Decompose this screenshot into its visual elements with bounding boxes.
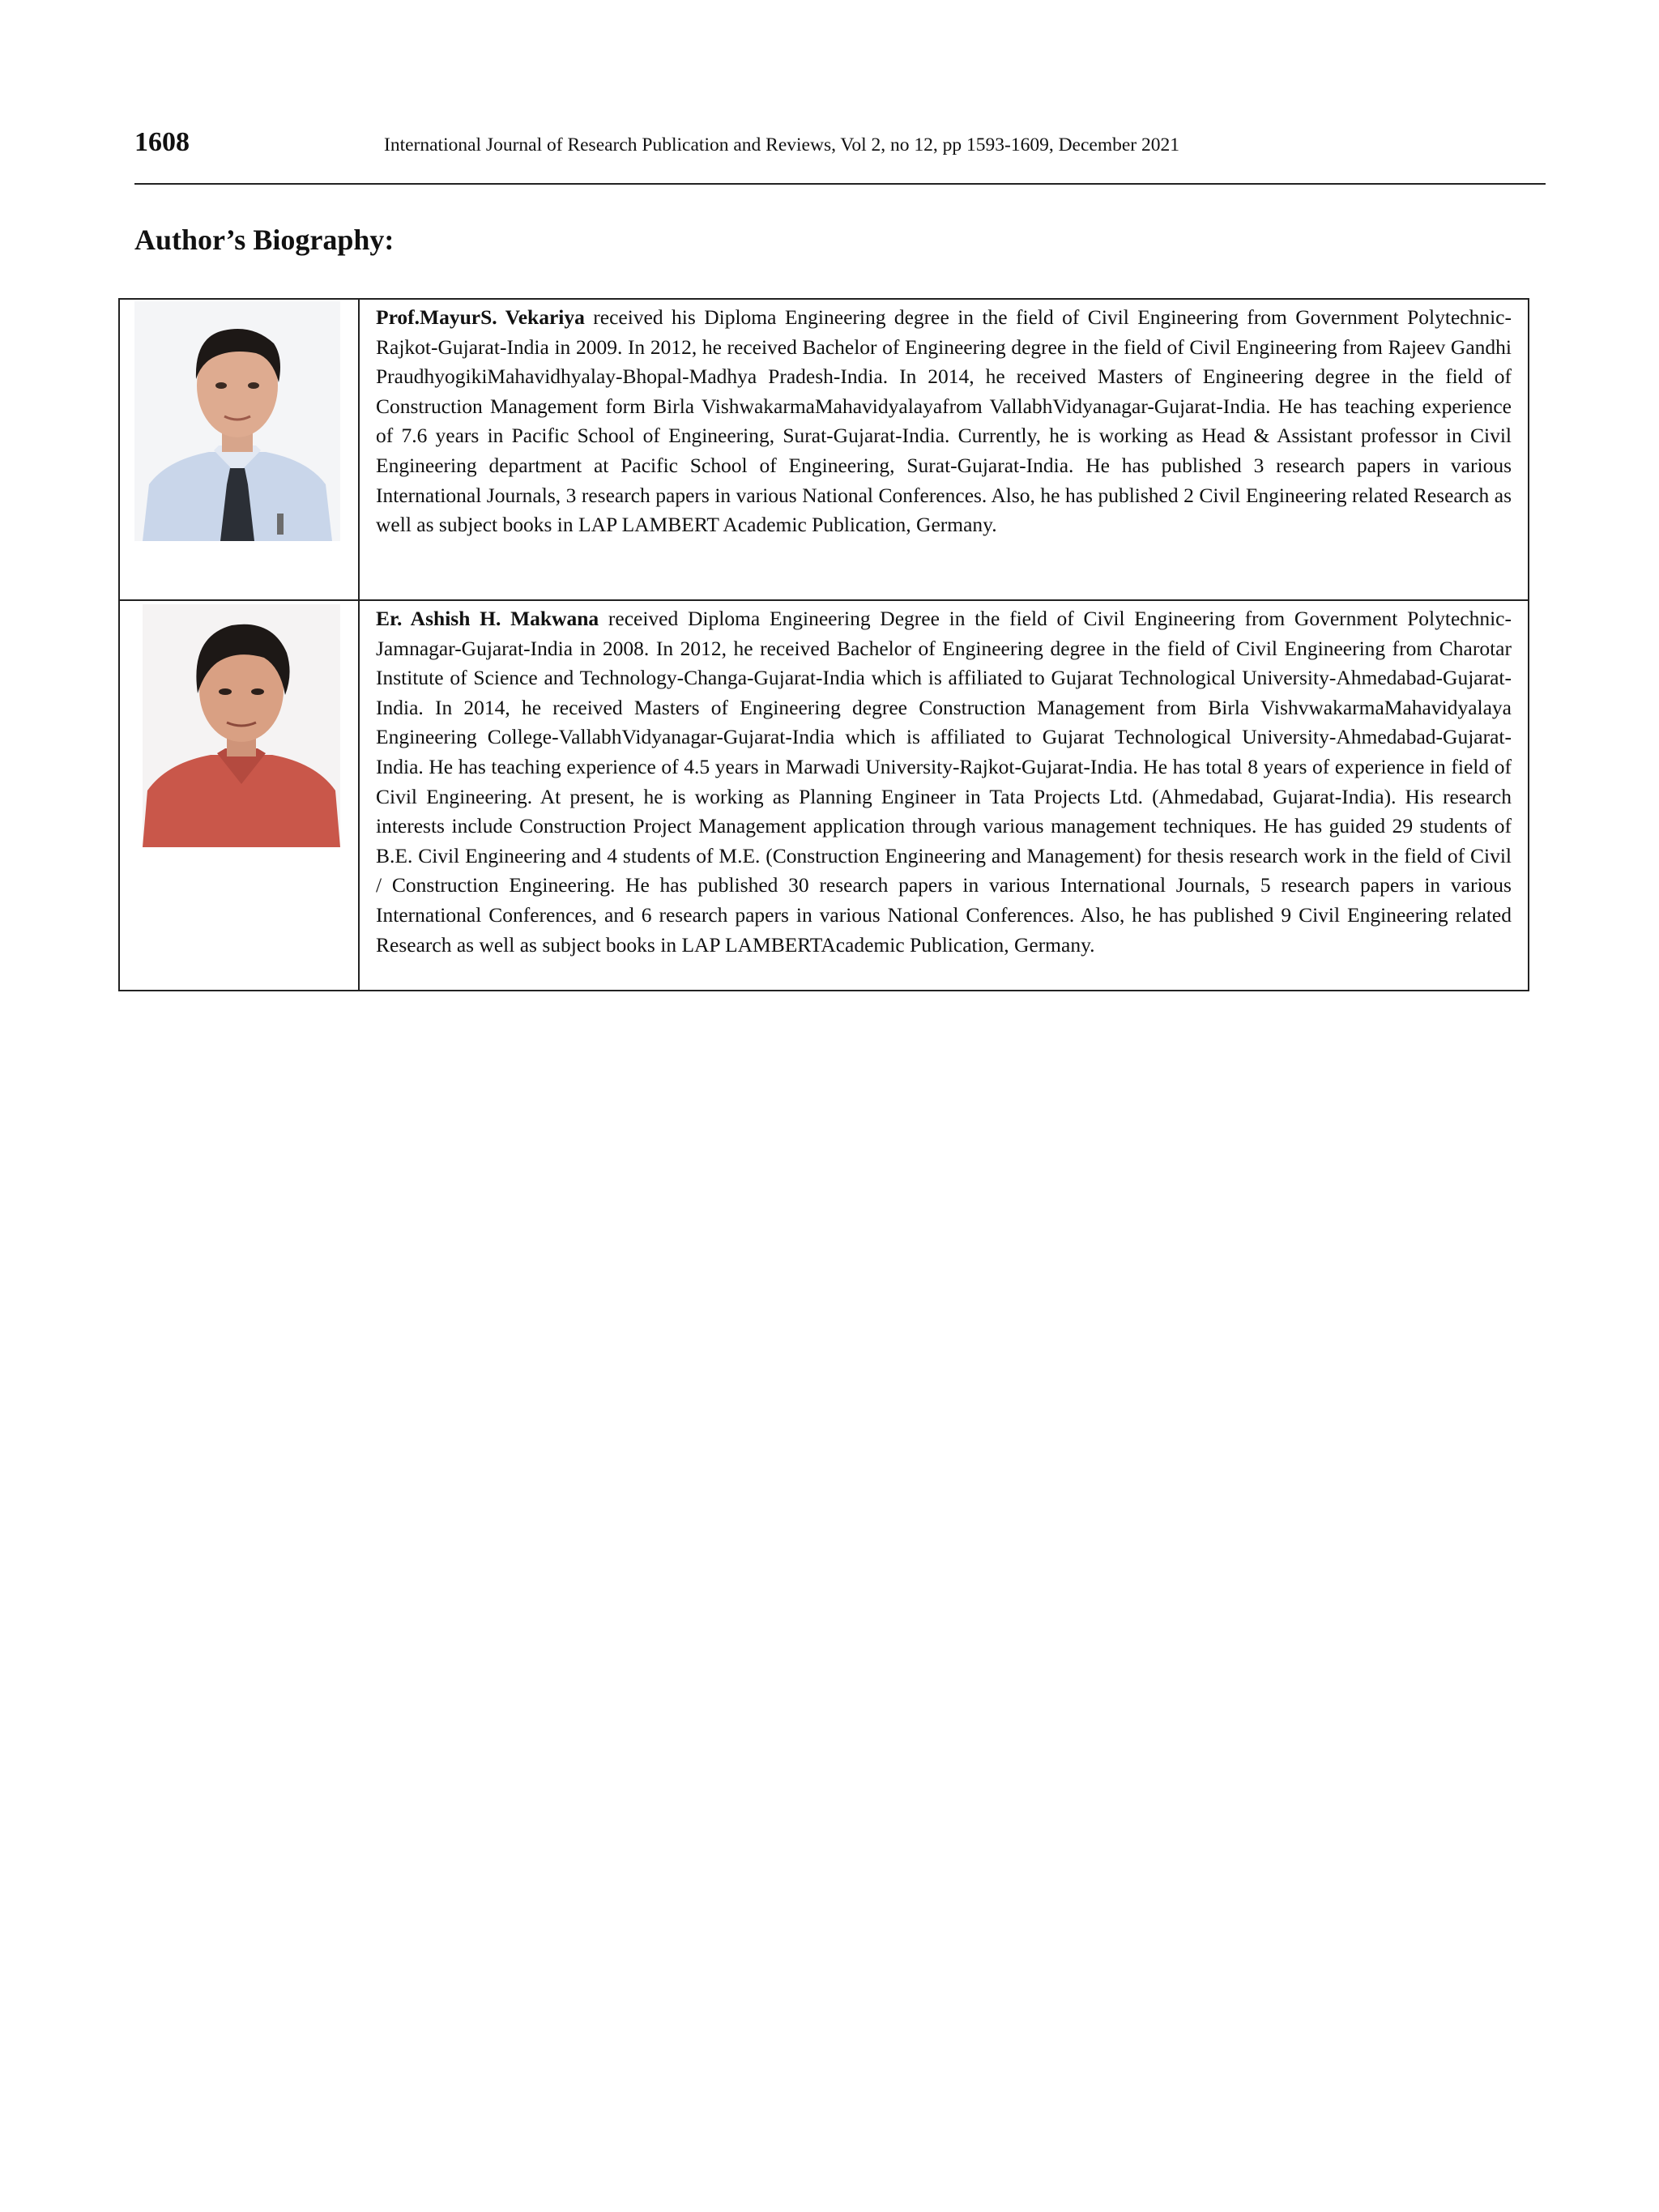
author-biography-table	[118, 298, 1529, 991]
author-row	[119, 600, 1529, 991]
author-photo-cell	[119, 600, 359, 991]
header-rule	[134, 183, 1546, 185]
author-photo-makwana	[143, 604, 340, 847]
author-bio: received Diploma Engineering Degree in the field of Civil Engineering from Government Polytechnic-Jamnagar-Gujarat-India in 2008. In 2012, he received Bachelor of Engineering degree in the field of Civil Engineering from Charotar Institute of Science and Technology-Changa-Gujarat-India which is affiliated to Gujarat Technological University-Ahmedabad-Gujarat-India. In 2014, he received Masters of Engineering degree Construction Management from Birla VishvwakarmaMahavidyalaya Engineering College-VallabhVidyanagar-Gujarat-India which is affiliated to Gujarat Technological University-Ahmedabad-Gujarat-India. He has teaching experience of 4.5 years in Marwadi University-Rajkot-Gujarat-India. He has total 8 years of experience in field of Civil Engineering. At present, he is working as Planning Engineer in Tata Projects Ltd. (Ahmedabad, Gujarat-India). His research interests include Construction Project Management application through various management techniques. He has guided 29 students of B.E. Civil Engineering and 4 students of M.E. (Construction Engineering and Management) for thesis research work in the field of Civil / Construction Engineering. He has published 30 research papers in various International Journals, 5 research papers in various International Conferences, and 6 research papers in various National Conferences. Also, he has published 9 Civil Engineering related Research as well as subject books in LAP LAMBERTAcademic Publication, Germany.	[376, 607, 1512, 957]
section-title: Author’s Biography:	[134, 224, 394, 256]
author-bio-text	[359, 600, 1529, 991]
author-name: Er. Ashish H. Makwana	[376, 607, 599, 630]
author-name: Prof.MayurS. Vekariya	[376, 305, 585, 329]
journal-running-header: International Journal of Research Publication and Reviews, Vol 2, no 12, pp 1593-1609, December 2021	[384, 134, 1180, 156]
page-number: 1608	[134, 127, 190, 157]
author-bio-text	[359, 299, 1529, 600]
author-photo-cell	[119, 299, 359, 600]
author-bio: received his Diploma Engineering degree in the field of Civil Engineering from Government Polytechnic-Rajkot-Gujarat-India in 2009. In 2012, he received Bachelor of Engineering degree in the field of Civil Engineering from Rajeev Gandhi PraudhyogikiMahavidhyalay-Bhopal-Madhya Pradesh-India. In 2014, he received Masters of Engineering degree in the field of Construction Management form Birla VishwakarmaMahavidyalayafrom VallabhVidyanagar-Gujarat-India. He has teaching experience of 7.6 years in Pacific School of Engineering, Surat-Gujarat-India. Currently, he is working as Head & Assistant professor in Civil Engineering department at Pacific School of Engineering, Surat-Gujarat-India. He has published 3 research papers in various International Journals, 3 research papers in various National Conferences. Also, he has published 2 Civil Engineering related Research as well as subject books in LAP LAMBERT Academic Publication, Germany.	[376, 305, 1512, 537]
author-row	[119, 299, 1529, 600]
author-photo-vekariya	[134, 301, 340, 541]
